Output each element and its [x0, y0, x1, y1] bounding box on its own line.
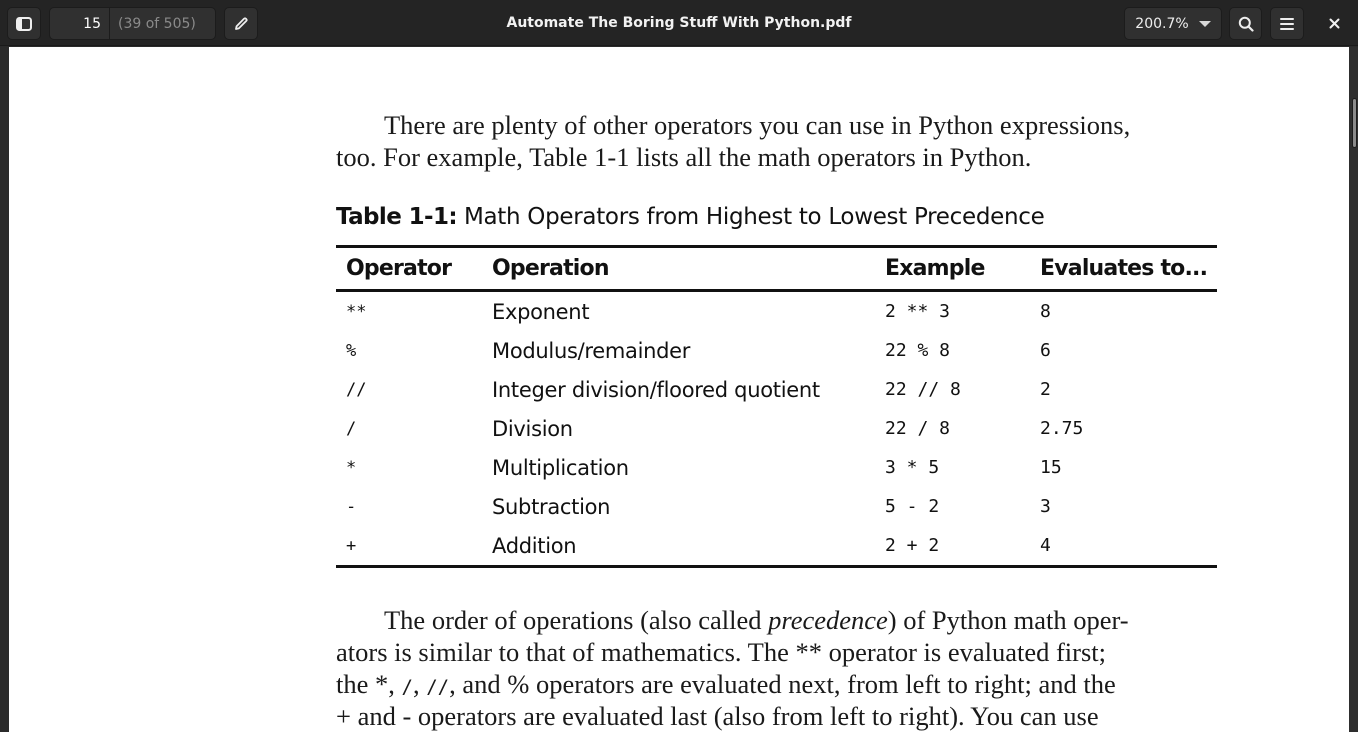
emphasis-term: precedence: [768, 605, 888, 635]
operator-code: //: [426, 676, 450, 698]
table-caption: [336, 204, 1044, 230]
cell-example: 22 // 8: [885, 379, 961, 400]
operator-code: /: [401, 676, 413, 698]
text-run: operators are evaluated last (also from left to right). You can use: [411, 701, 1099, 731]
cell-result: 8: [1040, 301, 1051, 322]
close-icon: [1329, 18, 1340, 29]
table-row: [336, 292, 1217, 331]
scrollbar-thumb[interactable]: [1352, 98, 1357, 148]
cell-operator: //: [346, 379, 367, 400]
cell-result: 2: [1040, 379, 1051, 400]
operator-text: %: [507, 669, 530, 699]
operator-text: +: [336, 701, 351, 731]
cell-result: 15: [1040, 457, 1062, 478]
text-run: ,: [412, 669, 427, 699]
column-header-operator: Operator: [346, 256, 452, 281]
caret-down-icon: [1199, 21, 1211, 27]
column-header-operation: Operation: [492, 256, 609, 281]
text-run: The order of operations (also called: [384, 605, 769, 635]
page-count-label: (39 of 505): [118, 15, 196, 32]
paragraph-line: There are plenty of other operators you can use in Python expressions,: [384, 110, 1131, 140]
table-row: [336, 370, 1217, 409]
main-menu-button[interactable]: [1270, 7, 1304, 40]
zoom-level-dropdown[interactable]: [1124, 7, 1222, 40]
close-window-button[interactable]: [1318, 7, 1351, 40]
cell-example: 22 % 8: [885, 340, 951, 361]
search-icon: [1238, 16, 1254, 32]
paragraph-line: [336, 636, 1221, 668]
operator-text: *: [375, 669, 389, 699]
cell-operator: +: [346, 535, 357, 556]
document-title: Automate The Boring Stuff With Python.pdf: [506, 15, 852, 31]
cell-operation: Multiplication: [492, 455, 629, 480]
paragraph-intro: [336, 109, 1221, 173]
table-row: [336, 409, 1217, 448]
table-row: [336, 331, 1217, 370]
text-run: ators is similar to that of mathematics. The: [336, 637, 796, 667]
cell-operation: Exponent: [492, 299, 590, 324]
cell-operator: %: [346, 340, 357, 361]
text-run: the: [336, 669, 375, 699]
math-operators-table: [336, 245, 1217, 568]
text-run: ,: [388, 669, 402, 699]
paragraph-line: [336, 700, 1221, 732]
cell-operator: /: [346, 418, 357, 439]
cell-operator: **: [346, 301, 367, 322]
paragraph-line: too. For example, Table 1-1 lists all the math operators in Python.: [336, 142, 1032, 172]
text-run: and: [350, 701, 403, 731]
column-header-evaluates-to: Evaluates to...: [1040, 256, 1208, 281]
annotate-button[interactable]: [224, 7, 258, 40]
zoom-level-value: 200.7%: [1135, 15, 1189, 32]
cell-example: 2 + 2: [885, 535, 940, 556]
cell-operation: Subtraction: [492, 494, 611, 519]
cell-result: 4: [1040, 535, 1051, 556]
hamburger-menu-icon: [1279, 17, 1295, 31]
text-run: operator is evaluated first;: [821, 637, 1107, 667]
vertical-scrollbar[interactable]: [1349, 47, 1358, 732]
search-button[interactable]: [1229, 7, 1262, 40]
sidebar-toggle-button[interactable]: [7, 7, 41, 40]
pencil-icon: [233, 16, 249, 32]
document-viewport[interactable]: [0, 47, 1358, 732]
operator-text: **: [795, 637, 822, 667]
sidebar-toggle-icon: [16, 17, 32, 31]
cell-result: 6: [1040, 340, 1051, 361]
operator-text: -: [402, 701, 412, 731]
cell-example: 22 / 8: [885, 418, 951, 439]
header-bar: [0, 0, 1358, 46]
cell-operator: *: [346, 457, 357, 478]
text-run: , and: [449, 669, 508, 699]
table-row: [336, 448, 1217, 487]
cell-example: 2 ** 3: [885, 301, 951, 322]
pdf-page: [9, 47, 1349, 732]
paragraph-line: [336, 604, 1221, 636]
table-caption-label: Table 1-1:: [336, 204, 457, 230]
table-caption-text: Math Operators from Highest to Lowest Precedence: [456, 204, 1045, 230]
cell-example: 5 - 2: [885, 496, 940, 517]
table-row: [336, 487, 1217, 526]
text-run: ) of Python math oper-: [887, 605, 1129, 635]
table-row: [336, 526, 1217, 565]
cell-operation: Division: [492, 416, 573, 441]
paragraph-line: [336, 668, 1221, 700]
column-header-example: Example: [885, 256, 985, 281]
text-run: operators are evaluated next, from left to right; and the: [529, 669, 1116, 699]
cell-operation: Addition: [492, 533, 577, 558]
paragraph-precedence: [336, 604, 1221, 732]
cell-example: 3 * 5: [885, 457, 940, 478]
cell-operator: -: [346, 496, 357, 517]
page-number-input[interactable]: 15: [50, 8, 110, 39]
cell-result: 2.75: [1040, 418, 1084, 439]
table-header-row: [336, 248, 1217, 292]
cell-result: 3: [1040, 496, 1051, 517]
cell-operation: Integer division/floored quotient: [492, 377, 820, 402]
cell-operation: Modulus/remainder: [492, 338, 691, 363]
page-navigation: [49, 7, 216, 40]
